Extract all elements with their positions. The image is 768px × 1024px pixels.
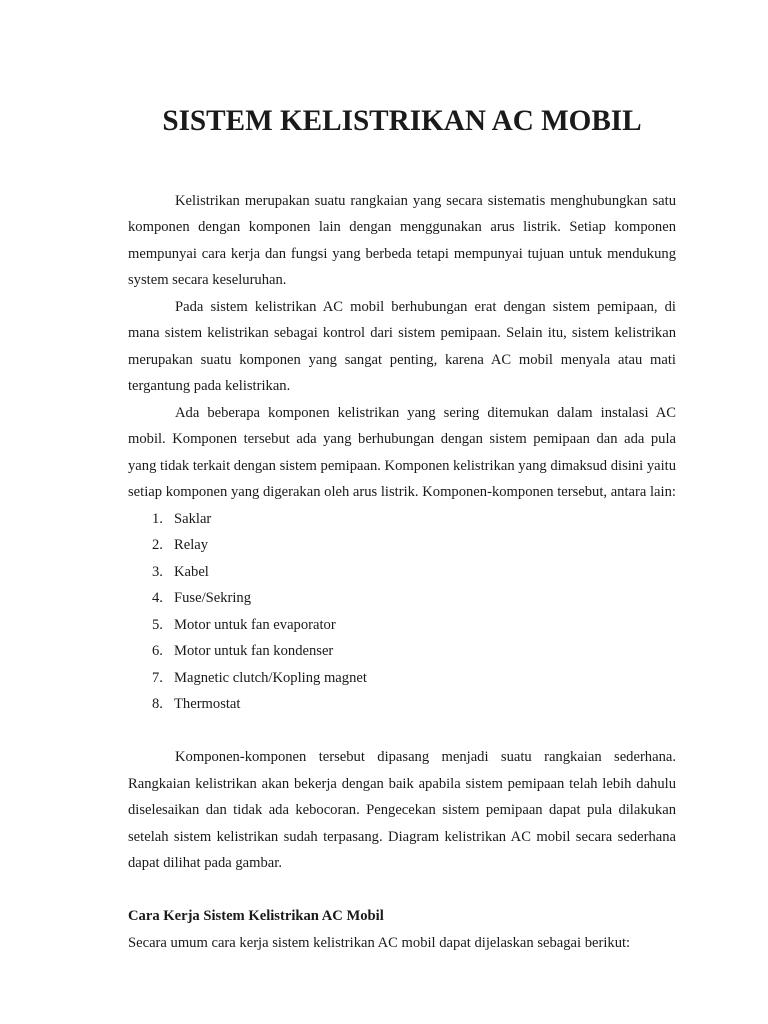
- section-heading: Cara Kerja Sistem Kelistrikan AC Mobil: [128, 908, 384, 924]
- list-item-text: Magnetic clutch/Kopling magnet: [174, 669, 367, 686]
- list-item-text: Fuse/Sekring: [174, 590, 252, 606]
- section-intro-text: Secara umum cara kerja sistem kelistrikan AC mobil dapat dijelaskan sebagai berikut:: [128, 934, 631, 951]
- list-item-text: Saklar: [174, 510, 212, 527]
- paragraph-2: Pada sistem kelistrikan AC mobil berhubungan erat dengan sistem pemipaan, di mana sistem kelistrikan sebagai kontrol dari sistem pemipaan. Selain itu, sistem kelistrikan merupakan suatu komponen yang sangat penting, karena AC mobil menyala atau mati tergantung pada kelistrikan.: [128, 298, 676, 394]
- list-item: [128, 612, 676, 639]
- list-item: [128, 532, 676, 559]
- paragraph-1: Kelistrikan merupakan suatu rangkaian yang secara sistematis menghubungkan satu komponen dengan komponen lain dengan menggunakan arus listrik. Setiap komponen mempunyai cara kerja dan fungsi yang berbeda tetapi mempunyai tujuan untuk mendukung system secara keseluruhan.: [128, 192, 676, 288]
- closing-paragraph: Komponen-komponen tersebut dipasang menjadi suatu rangkaian sederhana. Rangkaian kelistrikan akan bekerja dengan baik apabila sistem pemipaan telah lebih dahulu diselesaikan dan tidak ada kebocoran. Pengecekan sistem pemipaan dapat pula dilakukan setelah sistem kelistrikan sudah terpasang. Diagram kelistrikan AC mobil secara sederhana dapat dilihat pada gambar.: [128, 749, 676, 871]
- list-item-number: 6.: [152, 643, 163, 659]
- list-item-number: 3.: [152, 563, 163, 580]
- list-item-text: Thermostat: [174, 696, 241, 712]
- components-list: [128, 506, 676, 718]
- list-item: [128, 559, 676, 586]
- list-item: [128, 638, 676, 665]
- list-item: [128, 506, 676, 533]
- document-title: SISTEM KELISTRIKAN AC MOBIL: [162, 105, 642, 137]
- document-page: [128, 105, 676, 956]
- list-item-text: Motor untuk fan evaporator: [174, 616, 336, 633]
- list-item-number: 5.: [152, 616, 163, 633]
- list-item-number: 2.: [152, 537, 163, 553]
- list-item-number: 1.: [152, 510, 163, 527]
- list-item: [128, 665, 676, 692]
- list-item: [128, 585, 676, 612]
- paragraph-3: Ada beberapa komponen kelistrikan yang sering ditemukan dalam instalasi AC mobil. Komponen tersebut ada yang berhubungan dengan sistem pemipaan dan ada pula yang tidak terkait dengan sistem pemipaan. Komponen kelistrikan yang dimaksud disini yaitu setiap komponen yang digerakan oleh arus listrik. Komponen-komponen tersebut, antara lain:: [128, 404, 676, 500]
- list-item-text: Motor untuk fan kondenser: [174, 643, 334, 659]
- list-item: [128, 691, 676, 718]
- list-item-number: 4.: [152, 590, 163, 606]
- list-item-number: 7.: [152, 669, 163, 686]
- list-item-text: Relay: [174, 537, 209, 553]
- list-item-number: 8.: [152, 696, 163, 712]
- list-item-text: Kabel: [174, 563, 209, 580]
